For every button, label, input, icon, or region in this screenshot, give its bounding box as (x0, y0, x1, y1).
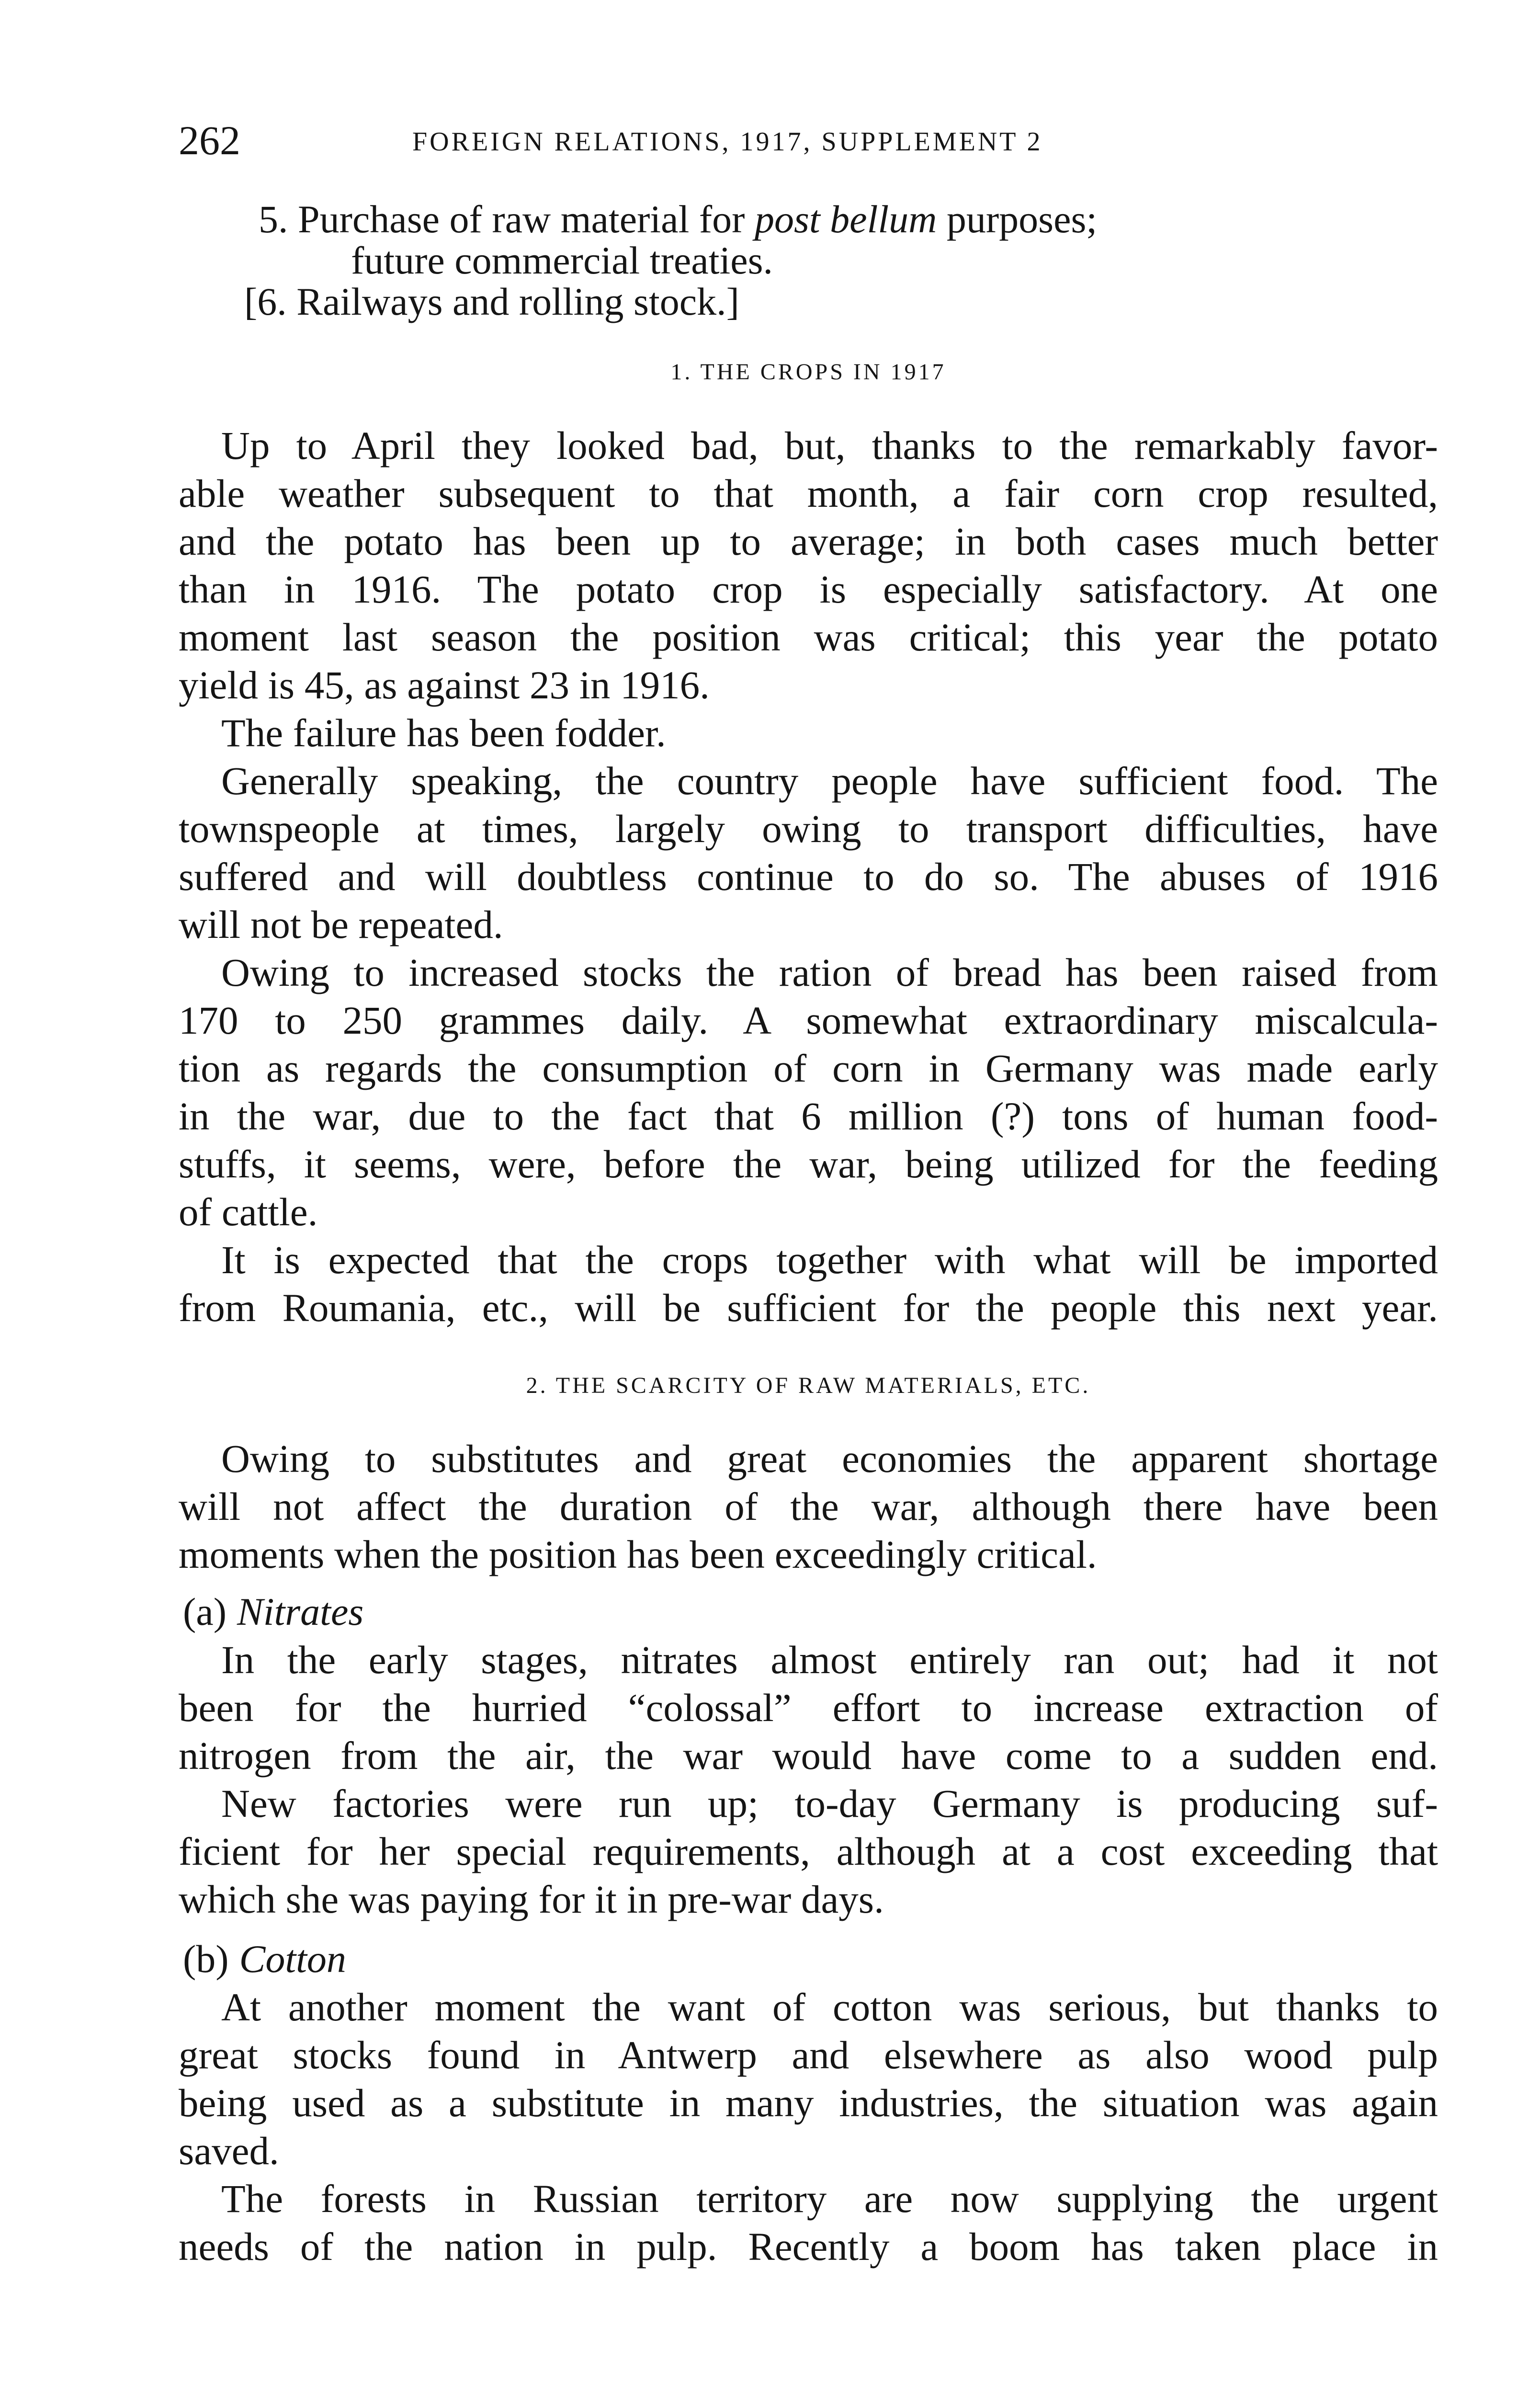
subheading-cotton-label: Cotton (239, 1937, 346, 1981)
cotton-line-6: needs of the nation in pulp. Recently a boom has taken place in (179, 2224, 1438, 2269)
section-heading-crops: 1. THE CROPS IN 1917 (670, 359, 946, 385)
crops-line-13: 170 to 250 grammes daily. A somewhat extraordinary miscalcula- (179, 998, 1438, 1042)
cotton-line-2: great stocks found in Antwerp and elsewhere as also wood pulp (179, 2033, 1438, 2077)
subheading-nitrates-label: Nitrates (237, 1590, 364, 1633)
cotton-line-1: At another moment the want of cotton was serious, but thanks to (221, 1985, 1438, 2029)
crops-line-1: Up to April they looked bad, but, thanks to the remarkably favor- (221, 423, 1438, 468)
crops-line-10: suffered and will doubtless continue to do so. The abuses of 1916 (179, 855, 1438, 899)
nitrates-line-2: been for the hurried “colossal” effort to increase extraction of (179, 1686, 1438, 1730)
crops-line-6: yield is 45, as against 23 in 1916. (179, 663, 710, 707)
list-item-5-text: Purchase of raw material for (298, 197, 745, 241)
nitrates-line-1: In the early stages, nitrates almost entirely ran out; had it not (221, 1638, 1438, 1682)
list-item-5-continuation: future commercial treaties. (351, 239, 773, 282)
subheading-nitrates-marker: (a) (183, 1590, 227, 1633)
crops-line-14: tion as regards the consumption of corn in Germany was made early (179, 1046, 1438, 1090)
materials-line-3: moments when the position has been exceedingly critical. (179, 1532, 1097, 1576)
crops-line-9: townspeople at times, largely owing to transport difficulties, have (179, 807, 1438, 851)
crops-line-18: It is expected that the crops together with what will be imported (221, 1238, 1438, 1282)
page-header (179, 114, 1438, 167)
crops-line-2: able weather subsequent to that month, a fair corn crop resulted, (179, 471, 1438, 515)
running-title: FOREIGN RELATIONS, 1917, SUPPLEMENT 2 (412, 127, 1043, 157)
list-item-5-italic: post bellum (754, 197, 937, 241)
nitrates-line-4: New factories were run up; to-day Germany is producing suf- (221, 1781, 1438, 1825)
nitrates-line-6: which she was paying for it in pre-war days. (179, 1877, 884, 1921)
crops-line-5: moment last season the position was critical; this year the potato (179, 615, 1438, 659)
cotton-line-5: The forests in Russian territory are now supplying the urgent (221, 2177, 1438, 2221)
crops-line-16: stuffs, it seems, were, before the war, being utilized for the feeding (179, 1142, 1438, 1186)
crops-line-4: than in 1916. The potato crop is especially satisfactory. At one (179, 567, 1438, 611)
crops-line-8: Generally speaking, the country people have sufficient food. The (221, 759, 1438, 803)
list-item-5 (259, 195, 1097, 243)
crops-line-19: from Roumania, etc., will be sufficient for the people this next year. (179, 1286, 1438, 1330)
materials-line-2: will not affect the duration of the war, although there have been (179, 1484, 1438, 1528)
subheading-cotton (183, 1935, 346, 1983)
nitrates-line-5: ficient for her special requirements, although at a cost exceeding that (179, 1829, 1438, 1873)
crops-line-17: of cattle. (179, 1190, 318, 1234)
materials-line-1: Owing to substitutes and great economies the apparent shortage (221, 1437, 1438, 1481)
subheading-cotton-marker: (b) (183, 1937, 229, 1981)
nitrates-line-3: nitrogen from the air, the war would have come to a sudden end. (179, 1734, 1438, 1778)
list-item-5-number: 5. (259, 197, 288, 241)
list-item-5-text-after: purposes; (946, 197, 1098, 241)
cotton-line-4: saved. (179, 2129, 279, 2173)
crops-line-15: in the war, due to the fact that 6 million (?) tons of human food- (179, 1094, 1438, 1138)
crops-line-11: will not be repeated. (179, 902, 503, 947)
page-number: 262 (179, 117, 240, 163)
list-item-6: [6. Railways and rolling stock.] (244, 280, 739, 323)
section-heading-raw-materials: 2. THE SCARCITY OF RAW MATERIALS, ETC. (526, 1373, 1091, 1398)
cotton-line-3: being used as a substitute in many industries, the situation was again (179, 2081, 1438, 2125)
crops-line-3: and the potato has been up to average; in both cases much better (179, 519, 1438, 563)
crops-line-7: The failure has been fodder. (221, 711, 666, 755)
subheading-nitrates (183, 1588, 363, 1636)
crops-line-12: Owing to increased stocks the ration of bread has been raised from (221, 950, 1438, 994)
